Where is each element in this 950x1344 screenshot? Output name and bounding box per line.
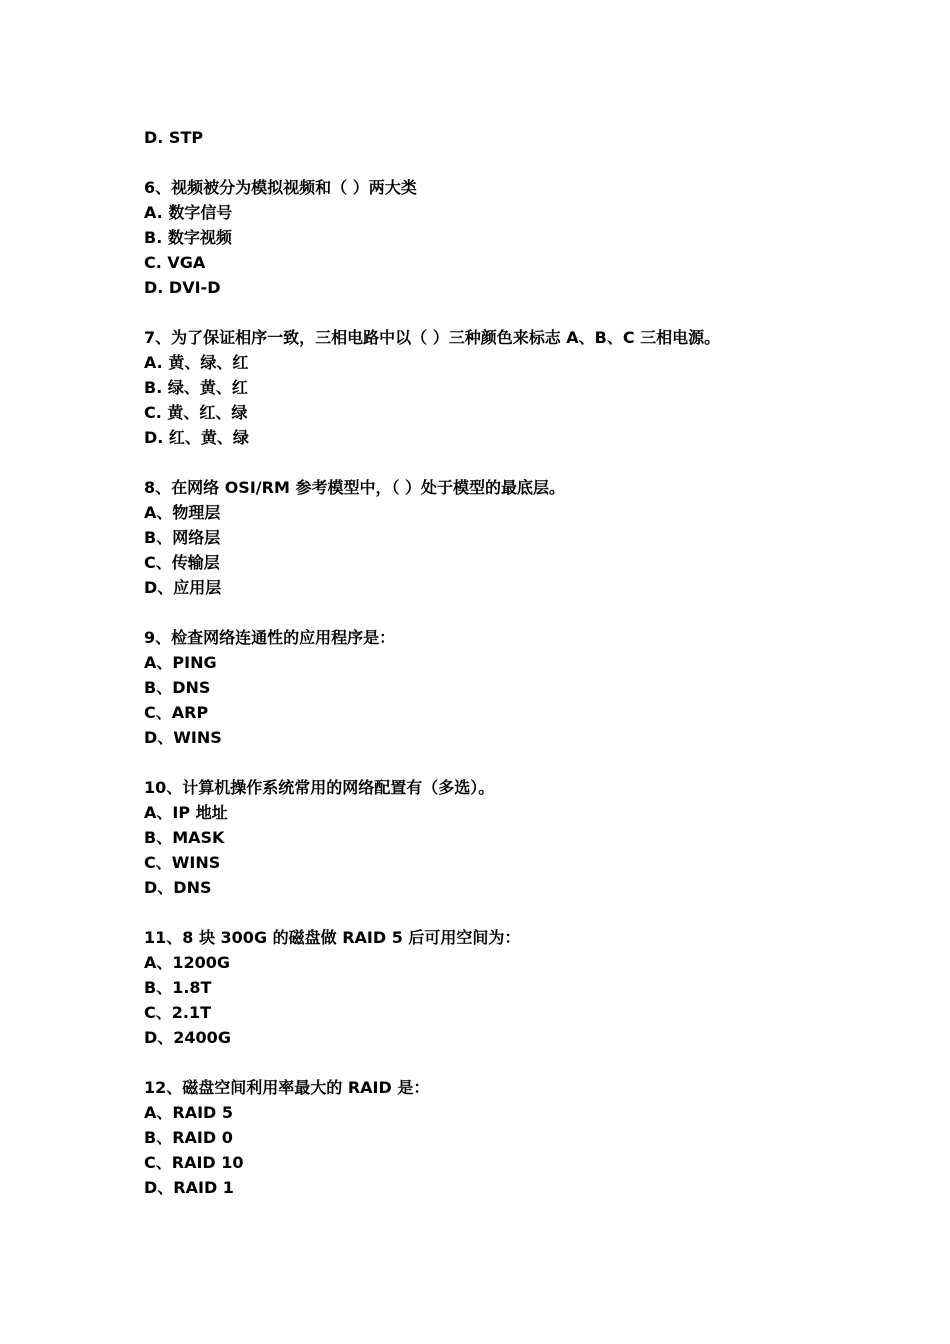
option-d: D、DNS	[144, 878, 212, 897]
option-d: D、WINS	[144, 728, 222, 747]
option-c: C、2.1T	[144, 1003, 212, 1022]
option-c: C. 黄、红、绿	[144, 403, 248, 422]
option-c: C、RAID 10	[144, 1153, 244, 1172]
carryover-block	[144, 125, 824, 150]
option-a: A、IP 地址	[144, 803, 228, 822]
question-12	[144, 1075, 824, 1200]
option-b: B、DNS	[144, 678, 211, 697]
question-8	[144, 475, 824, 600]
question-text: 11、8 块 300G 的磁盘做 RAID 5 后可用空间为：	[144, 928, 521, 947]
question-text: 7、为了保证相序一致，三相电路中以（ ）三种颜色来标志 A、B、C 三相电源。	[144, 328, 721, 347]
question-11	[144, 925, 824, 1050]
question-7	[144, 325, 824, 450]
question-9	[144, 625, 824, 750]
option-b: B、MASK	[144, 828, 225, 847]
option-b: B. 数字视频	[144, 228, 232, 247]
question-6	[144, 175, 824, 300]
question-text: 9、检查网络连通性的应用程序是：	[144, 628, 396, 647]
option-c: C. VGA	[144, 253, 206, 272]
option-c: C、WINS	[144, 853, 221, 872]
option-d: D、2400G	[144, 1028, 231, 1047]
option-d: D、应用层	[144, 578, 222, 597]
option-a: A、1200G	[144, 953, 231, 972]
option-c: C、传输层	[144, 553, 220, 572]
question-10	[144, 775, 824, 900]
question-text: 6、视频被分为模拟视频和（ ）两大类	[144, 178, 417, 197]
option-a: A. 数字信号	[144, 203, 233, 222]
option-d: D. 红、黄、绿	[144, 428, 249, 447]
option-a: A、PING	[144, 653, 217, 672]
question-text: 12、磁盘空间利用率最大的 RAID 是：	[144, 1078, 430, 1097]
option-text: D. STP	[144, 128, 204, 147]
option-c: C、ARP	[144, 703, 209, 722]
option-d: D、RAID 1	[144, 1178, 234, 1197]
question-text: 8、在网络 OSI/RM 参考模型中，（ ）处于模型的最底层。	[144, 478, 566, 497]
option-a: A、物理层	[144, 503, 221, 522]
option-a: A、RAID 5	[144, 1103, 234, 1122]
option-d: D. DVI-D	[144, 278, 221, 297]
question-text: 10、计算机操作系统常用的网络配置有（多选）。	[144, 778, 495, 797]
option-b: B、RAID 0	[144, 1128, 233, 1147]
option-b: B. 绿、黄、红	[144, 378, 248, 397]
option-a: A. 黄、绿、红	[144, 353, 249, 372]
document-page	[144, 125, 824, 1225]
option-b: B、网络层	[144, 528, 221, 547]
option-b: B、1.8T	[144, 978, 212, 997]
